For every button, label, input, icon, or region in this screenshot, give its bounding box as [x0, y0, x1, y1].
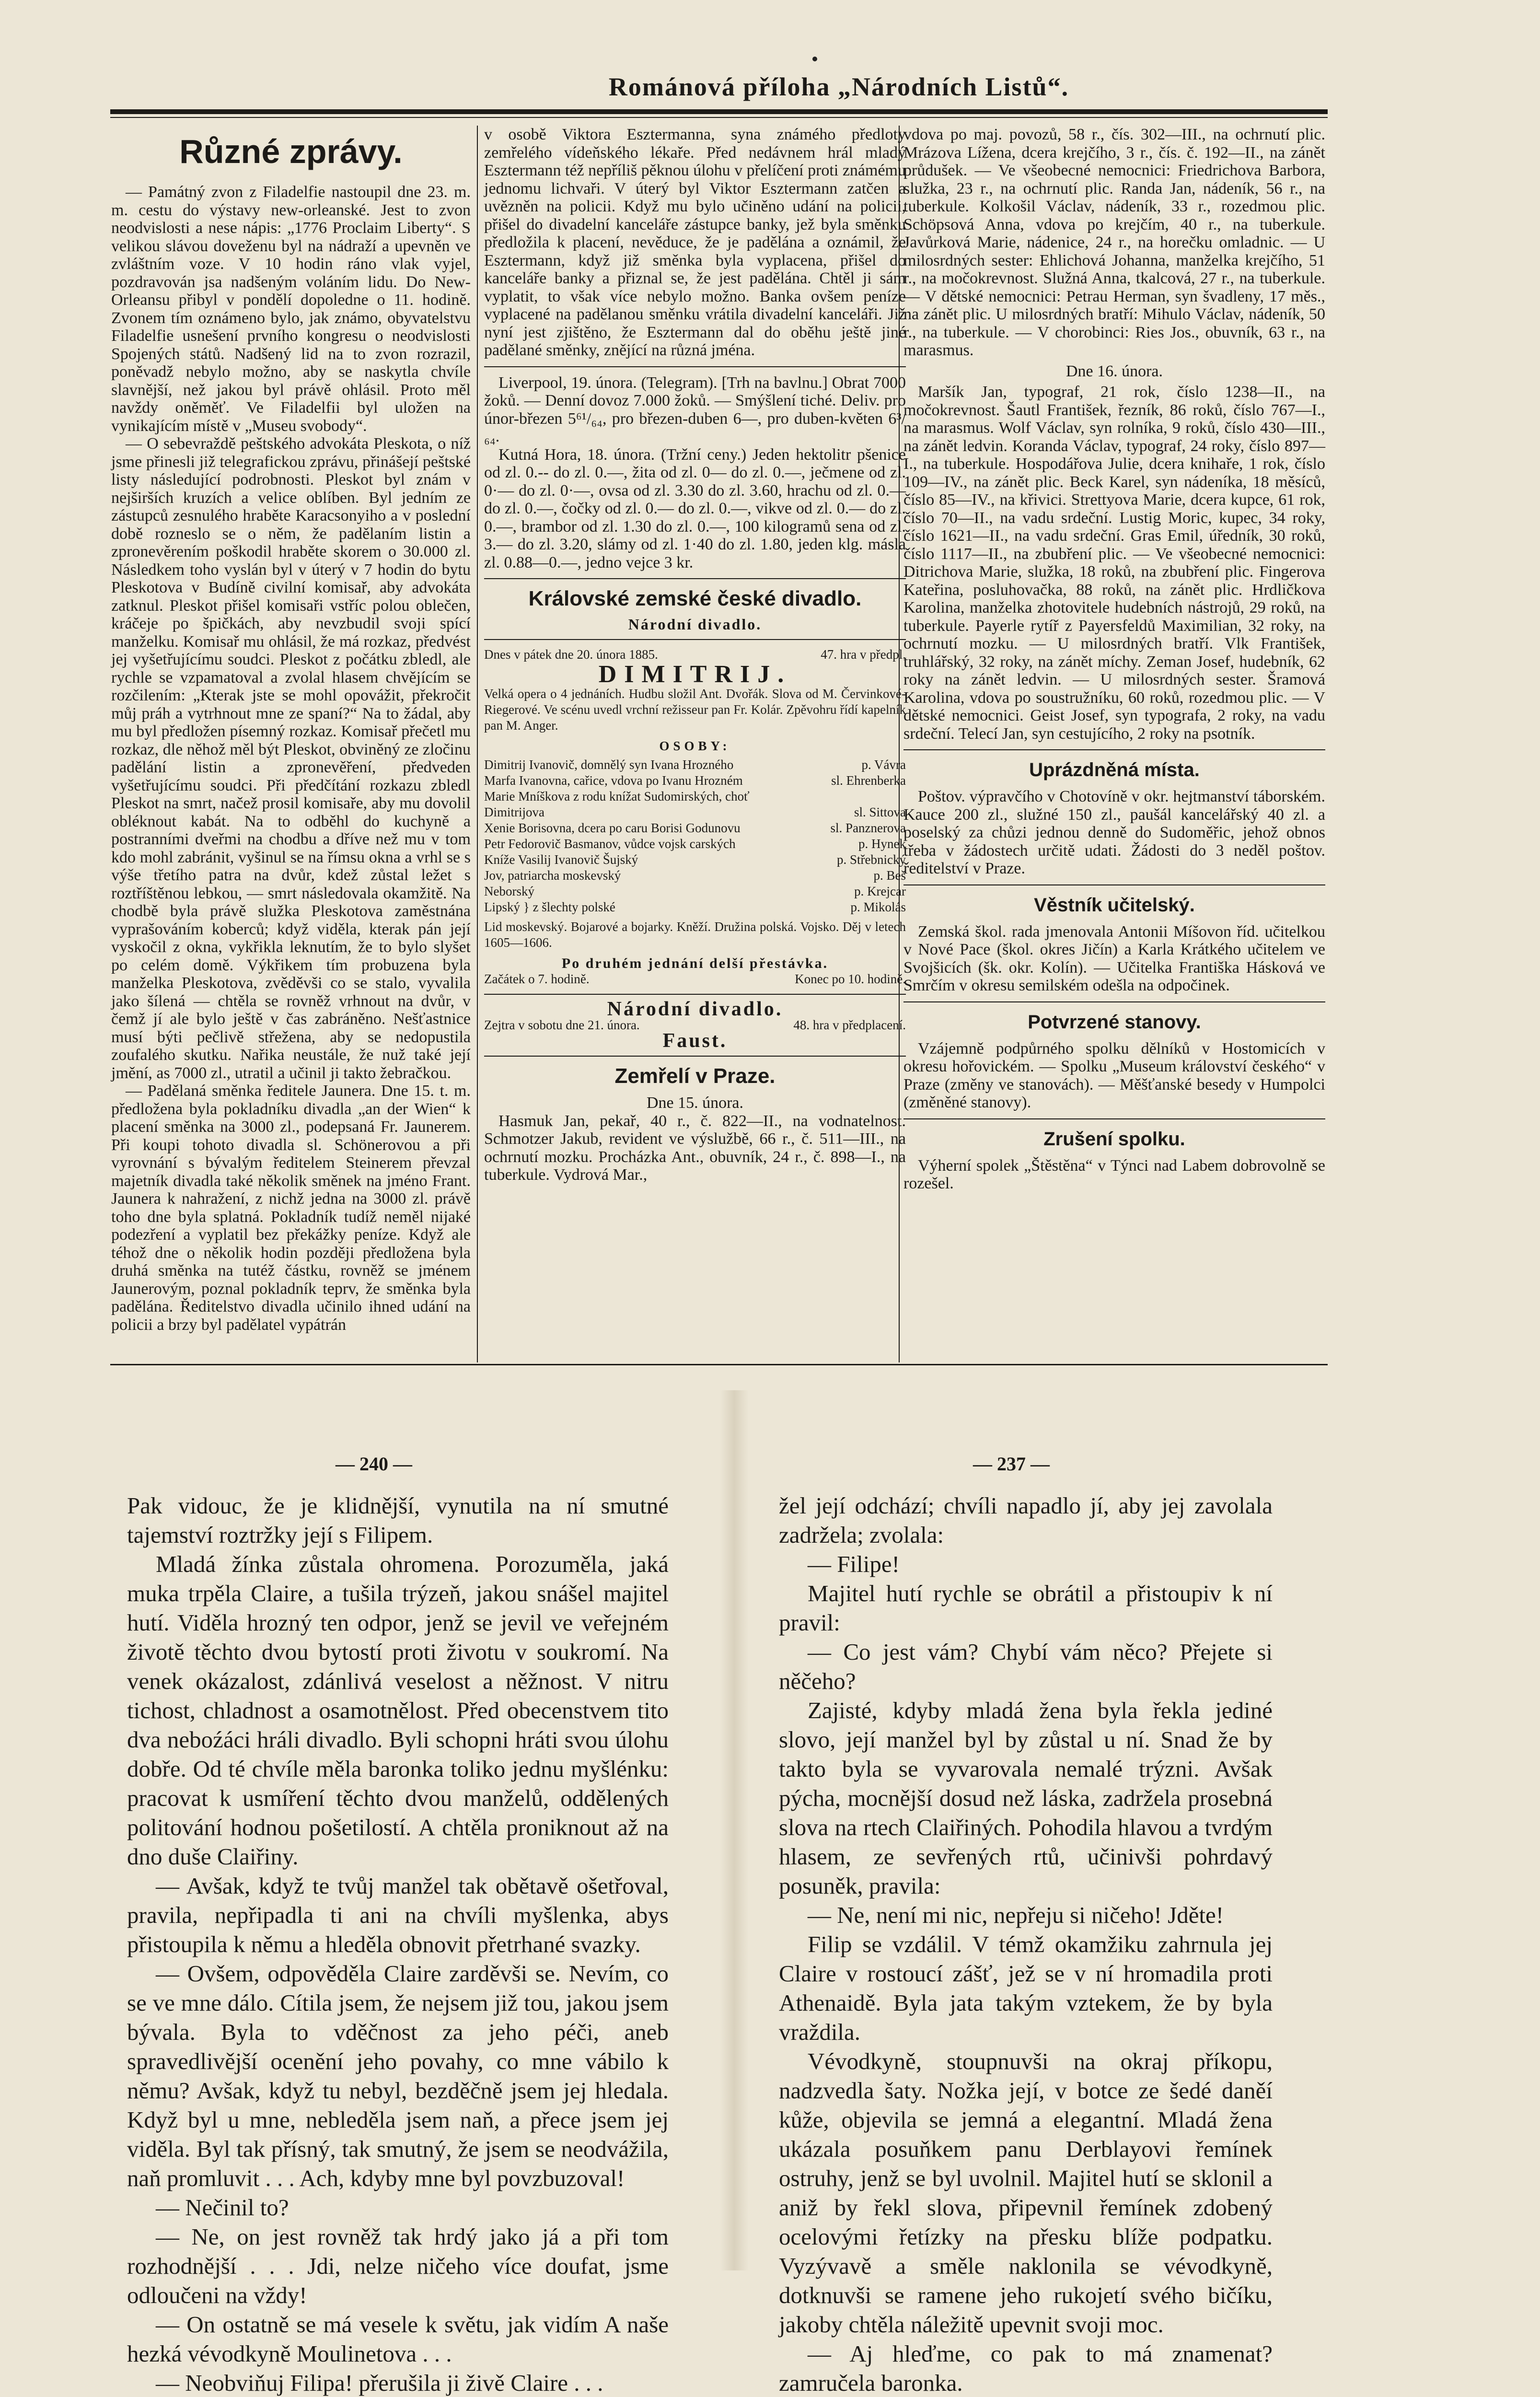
bottom-rule: [110, 1364, 1328, 1365]
cast-row: [484, 789, 906, 804]
deaths-date: Dne 16. února.: [1065, 362, 1163, 380]
cast-actor: sl. Sittova: [854, 805, 906, 819]
novel-paragraph: Majitel hutí rychle se obrátil a přistoupiv k ní pravil:: [779, 1580, 1273, 1636]
cast-row: [484, 773, 906, 789]
deaths-paragraph: Hasmuk Jan, pekař, 40 r., č. 822—II., na vodnatelnost. Schmotzer Jakub, revident ve výslužbě, 66 r., č. 511—III., na ochrnutí mozku. Procházka Ant., obuvník, 24 r., č. 898—I., na tuberkule. Vydrová Mar.,: [484, 1112, 906, 1184]
page-fold: [720, 1390, 749, 2270]
teacher-paragraph: Zemská škol. rada jmenovala Antonii Míšovon říd. učitelkou v Nové Pace (škol. okres Jičín) a Karla Krátkého učitelem ve Svojšicích (šk. okr. Kolín). — Učitelka Františka Hásková ve Smrčím v okresu semilském odešla na odpočinek.: [903, 922, 1325, 994]
divider: [484, 1056, 906, 1057]
divider: [484, 578, 906, 579]
cast-actor: p. Hynek: [858, 837, 906, 851]
novel-paragraph: Zajisté, kdyby mladá žena byla řekla jediné slovo, její manžel byl by zůstal u ní. Snad že by takto byla se vyvarovala nemalé trýzni. Avšak pýcha, mocnější dosud než láska, zadržela prosebná slova na rtech Claiřiných. Pohodila hlavou a tvrdým hlasem, ze sevřených rtů, učinivši pohrdavý posuněk, pravila:: [779, 1697, 1273, 1899]
novel-paragraph: — On ostatně se má vesele k světu, jak vidím A naše hezká vévodkyně Moulinetova . . .: [127, 2311, 669, 2367]
cast-actor: p. Beš: [873, 868, 906, 883]
deaths-title: Zemřelí v Praze.: [614, 1064, 776, 1088]
novel-page-right: [779, 1491, 1273, 2396]
divider: [484, 366, 906, 367]
play-title: DIMITRIJ.: [598, 661, 792, 688]
cast-role: Jov, patriarcha moskevský: [484, 868, 621, 883]
column-middle: [484, 126, 906, 1362]
market-paragraph: Kutná Hora, 18. února. (Tržní ceny.) Jeden hektolitr pšenice od zl. 0.-- do zl. 0.—, žita od zl. 0— do zl. 0.—, ječmene od zl. 0·— do zl. 0·—, ovsa od zl. 3.30 do zl. 3.60, hrachu od zl. 0.— do zl. 0.—, čočky od zl. 0.— do zl. 0.—, vikve od zl. 0.— do zl. 0.—, brambor od zl. 1.30 do zl. 0.—, 100 kilogramů sena od zl. 3.— do zl. 3.20, slámy od zl. 1·40 do zl. 1.80, jeden klg. másla zl. 0.88—0.—, jedno vejce 3 kr.: [484, 445, 906, 571]
novel-paragraph: Mladá žínka zůstala ohromena. Porozuměla, jaká muka trpěla Claire, a tušila trýzeň, jakou snášel majitel hutí. Viděla hrozný ten odpor, jenž se jevil ve veřejném životě těchto dvou bytostí proti životu v soukromí. Na venek okázalost, zdánlivá veselost a něžnost. V nitru tichost, chladnost a osamotnělost. Před obecenstvem tito dva neboźáci hráli divadlo. Byli schopni hráti svou úlohu dobře. Od té chvíle měla baronka toliko jednu myšlénku: pracovat k usmíření těchto dvou manželů, oddělených politování hodnou pošetilostí. A chtěla proniknout až na dno duše Claiřiny.: [127, 1551, 669, 1870]
masthead-title: Románová příloha „Národních Listů“.: [608, 72, 1069, 101]
news-paragraph: — Památný zvon z Filadelfie nastoupil dne 23. m. m. cestu do výstavy new-orleanské. Jest to zvon neodvislosti a nese nápis: „1776 Proclaim Liberty“. S velikou slávou doveženu byl na nádraží a upevněn ve zvláštním voze. V 10 hodin ráno vlak vyjel, pozdravován jsa nadšeným voláním lidu. Do New-Orleansu přibyl v pondělí dopoledne o 11. hodině. Zvonem tím oznámeno bylo, jak známo, obyvatelstvu Filadelfie usnešení prvního kongresu o neodvislosti Spojených států. Nadšený lid na to zvon rozrazil, poněvadž nebylo možno, aby se naskytla chvíle slavnější, než jakou byl právě ohlásil. Proto měl navždy oněměť. Ve Filadelfii byl uložen na vynikajícím místě v „Museu svobody“.: [111, 183, 471, 435]
cast-role: Neborský: [484, 884, 534, 898]
cast-actor: sl. Panznerova: [830, 821, 906, 835]
deaths-paragraph: Maršík Jan, typograf, 21 rok, číslo 1238—II., na močokrevnost. Šautl František, řezník, 86 roků, číslo 767—I., na marasmus. Wolf Václav, syn rolníka, 9 roků, číslo 430—III., na zánět ledvin. Koranda Václav, typograf, 24 roky, číslo 897—I., na tuberkule. Hospodářova Julie, dcera knihaře, 1 rok, číslo 109—IV., na zánět plic. Beck Karel, syn nádeníka, 18 měsíců, číslo 85—IV., na křivici. Strettyova Marie, dcera kupce, 61 rok, číslo 70—II., na vadu srdeční. Lustig Moric, kupec, 34 roky, číslo 1621—II., na vadu srdeční. Gras Emil, úředník, 30 roků, číslo 1117—II., na zbubření plic. — Ve všeobecné nemocnici: Ditrichova Marie, služka, 18 roků, na zbubření plic. Fingerova Kateřina, posluhovačka, 88 roků, na zánět plic. Hrdličkova Karolina, manželka zhotovitele hudebních nástrojů, 29 roků, na tuberkule. Payerle rytíř z Payersfeldů Maximilian, 32 roky, na ochrnutí mozku. — U milosrdných bratří. Vlk František, truhlářský, 32 roky, na zánět míchy. Zeman Josef, hudebník, 62 roky na zánět ledvin. — U milosrdných sester. Šramová Karolina, vdova po soustružníku, 60 roků, rozedmou plic. — V dětské nemocnici. Geist Josef, syn typografa, 2 roky, na vadu srdeční. Telecí Jan, syn cestujícího, 2 roky na psotník.: [903, 383, 1325, 743]
cast-actor: p. Krejcar: [854, 884, 906, 898]
cast-row: [484, 757, 906, 773]
deaths-paragraph: vdova po maj. povozů, 58 r., čís. 302—III., na ochrnutí plic. Mrázova Lížena, dcera krejčího, 3 r., čís. č. 192—II., na zánět průdušek. — Ve všeobecné nemocnici: Friedrichova Barbora, služka, 23 r., na ochrnutí plic. Randa Jan, nádeník, 56 r., na tuberkule. Kolkošil Václav, nádeník, 33 r., rozedmou plic. Schöpsová Anna, vdova po krejčím, 40 r., na tuberkule. Javůrková Marie, nádenice, 24 r., na horečku omladnic. — U milosrdných sester: Ehlichová Johanna, manželka krejčího, 51 r., na močokrevnost. Služná Anna, tkalcová, 27 r., na tuberkule. — V dětské nemocnici: Petrau Herman, syn švadleny, 17 měs., na zánět plic. U milosrdných bratří: Mihulo Václav, nádeník, 50 r., na tuberkule. — V chorobinci: Ries Jos., obuvník, 63 r., na marasmus.: [903, 126, 1325, 359]
novel-paragraph: — Aj hleďme, co pak to má znamenat? zamručela baronka.: [779, 2340, 1273, 2396]
cast-actor: p. Střebnický: [837, 852, 906, 867]
novel-paragraph: Filip se vzdálil. V témž okamžiku zahrnula jej Claire v rostoucí zášť, jež se v ní hromadila proti Athenaidě. Byla jata takým vztekem, že by byla vraždila.: [779, 1931, 1273, 2045]
time-row: [484, 971, 906, 987]
novel-paragraph: — Ne, on jest rovněž tak hrdý jako já a při tom rozhodnější . . . Jdi, nelze ničeho více doufat, jsme odloučeni na vždy!: [127, 2223, 669, 2308]
end-time: Konec po 10. hodině.: [795, 972, 906, 986]
cast-role: Dimitrijova: [484, 805, 544, 819]
divider: [903, 1118, 1325, 1119]
cast-role: Petr Fedorovič Basmanov, vůdce vojsk carských: [484, 837, 736, 851]
start-time: Začátek o 7. hodině.: [484, 972, 590, 986]
novel-paragraph: — Filipe!: [808, 1551, 900, 1577]
divider: [484, 639, 906, 640]
play-extras: Lid moskevský. Bojarové a bojarky. Kněží. Družina polská. Vojsko. Děj v letech 1605—1606.: [484, 919, 906, 950]
column-separator: [477, 126, 478, 1362]
cancel-title: Zrušení spolku.: [1043, 1128, 1185, 1150]
news-paragraph: — O sebevraždě peštského advokáta Pleskota, o níž jsme přinesli již telegrafickou zprávu, přinášejí peštské listy následující podrobnosti. Pleskot byl znám v nejširších kruzích a velice oblíben. Byl jedním ze zástupců zesnulého hraběte Karacsonyiho a v poslední době rozneslo se o něm, že padělaním listin a zpronevěrením poškodil hraběte skorem o 30.000 zl. Následkem toho vyslán byl v úterý v 7 hodin do bytu Pleskotova v Budíně civilní komisař, aby advokáta zatknul. Pleskot přišel komisaři vstříc polou oblečen, kráčeje po špičkách, aby nevzbudil svoji spící manželku. Komisař mu ohlásil, že má rozkaz, předvést jej vyšetřujícímu soudci. Pleskot z počátku zbledl, ale rychle se vzpamatoval a zvolal hlasem chvějícím se rozčilením: „Kterak jste se mohl opovážit, překročit můj práh a vytrhnout mne ze spaní?“ Na to žádal, aby mu byl předložen písemný rozkaz. Komisař přečetl mu rozkaz, dle něhož měl být Pleskot, obviněný ze zločinu padělání listin a zpronevěření, předveden vyšetřujícímu soudci. Při předčítání rozkazu zbledl Pleskot na smrt, načež prosil komisaře, aby mu dovolil obléknout kabát. Na to odběhl do kuchyně a postranními dveřmi na chodbu a dříve než mu v tom kdo mohl zabránit, vyšinul se na římsu okna a vrhl se s výše třetího patra na dvůr, kdež zůstal ležet s roztříštěnou lebkou, — smrt následovala okamžitě. Na chodbě byla právě služka Pleskotova zaměstnána vyprašováním koberců; když viděla, kterak pán její vyskočil z okna, vykřikla leknutím, že to bylo slyšet po celém domě. Výkřikem tím probuzena byla manželka Pleskotova, zvěděvši co se stalo, vyvalila jako šílená — chtěla se rovněž vrhnout na dvůr, v čemž jí ale bylo ještě v čas zabráněno. Nešťastnice musí býti pečlivě střežena, aby se nedopustila zoufalého skutku. Nařika neustále, že nuž také její jmění, as 7000 zl., utratil a učinil ji takto žebračkou.: [111, 435, 471, 1082]
divider: [903, 1001, 1325, 1002]
second-play-title: Faust.: [662, 1030, 728, 1052]
page-number-left: — 240 —: [336, 1453, 412, 1475]
divider: [903, 884, 1325, 885]
theatre-program: [484, 586, 906, 1052]
cast-actor: p. Vávra: [861, 757, 906, 772]
novel-paragraph: Pak vidouc, že je klidnější, vynutila na ní smutné tajemství roztržky její s Filipem.: [127, 1492, 669, 1548]
novel-paragraph: — Ne, není mi nic, nepřeju si ničeho! Jděte!: [808, 1902, 1224, 1928]
column-news: [111, 126, 471, 1362]
cast-role: Marfa Ivanovna, cařice, vdova po Ivanu Hrozném: [484, 773, 743, 788]
cast-role: Xenie Borisovna, dcera po caru Borisi Godunovu: [484, 821, 741, 835]
novel-paragraph: žel její odchází; chvíli napadlo jí, aby jej zavolala zadržela; zvolala:: [779, 1492, 1273, 1548]
novel-paragraph: — Avšak, když te tvůj manžel tak obětavě ošetřoval, pravila, nepřipadla ti ani na chvíli myšlenka, abys přistoupila k němu a hleděla obnovit přetrhané svazky.: [127, 1873, 669, 1957]
divider: [903, 749, 1325, 750]
intermission-note: Po druhém jednání delší přestávka.: [561, 955, 829, 971]
column-right: [903, 126, 1325, 1362]
second-theatre-title: Národní divadlo.: [607, 998, 783, 1020]
cast-list: [484, 757, 906, 915]
masthead-rule: [110, 109, 1328, 114]
cancel-paragraph: Výherní spolek „Štěstěna“ v Týnci nad Labem dobrovolně se rozešel.: [903, 1156, 1325, 1192]
cast-actor: sl. Ehrenberka: [831, 773, 906, 788]
play-description: Velká opera o 4 jednáních. Hudbu složil Ant. Dvořák. Slova od M. Červinkové-Riegerové. Ve scénu uvedl vrchní režisseur pan Fr. Kolár. Zpěvohru řídí kapelník pan M. Anger.: [484, 687, 906, 733]
theatre-title: Královské zemské české divadlo.: [528, 587, 862, 610]
cast-role: Lipský } z šlechty polské: [484, 900, 615, 914]
masthead-dot: [812, 57, 817, 61]
novel-page-left: [127, 1491, 669, 2396]
novel-paragraph: — Co jest vám? Chybí vám něco? Přejete si něčeho?: [779, 1639, 1273, 1694]
divider: [484, 994, 906, 995]
cast-role: Dimitrij Ivanovič, domnělý syn Ivana Hrozného: [484, 757, 734, 772]
approved-paragraph: Vzájemně podpůrného spolku dělníků v Hostomicích v okresu hořovickém. — Spolku „Museum království českého“ v Praze (změny ve stanovách). — Měšťanské besedy v Humpolci (změněné stanovy).: [903, 1039, 1325, 1111]
approved-title: Potvrzené stanovy.: [1028, 1011, 1201, 1033]
masthead-rule-thin: [110, 117, 1328, 118]
news-paragraph: v osobě Viktora Esztermanna, syna známého předloty zemřelého vídeňského lékaře. Před nedávnem hrál mladý Esztermann též nepříliš pěknou úlohu v přelíčení proti známému jednomu lichvaři. V úterý byl Viktor Esztermann zatčen a uvězněn na policii. Když mu bylo učiněno udání na policii, přišel do divadelní kanceláře zástupce banky, jež byla směnku předložila k placení, nevěduce, že je padělána a oznámil, že Esztermann, když již směnka byla vyplacena, přišel do kanceláře banky a přiznal se, že jest padělána. Chtěl ji sám vyplatit, to však více nebylo možno. Banka ovšem peníze vyplacené na padělanou směnku vrátila divadelní kanceláři. Již nyní jest zjištěno, že Esztermann dal do oběhu ještě jiné padělané směnky, znějící na různá jména.: [484, 126, 906, 359]
cast-role: Marie Mníškova z rodu knížat Sudomirských, choť: [484, 789, 750, 803]
section-title: Různé zprávy.: [179, 133, 403, 170]
cast-heading: OSOBY:: [659, 739, 731, 753]
cast-row: [484, 868, 906, 884]
market-paragraph: Liverpool, 19. února. (Telegram). [Trh na bavlnu.] Obrat 7000 žoků. — Denní dovoz 7.000 žoků. — Smýšlení tiché. Deliv. pro únor-březen 5⁶¹/₆₄, pro březen-duben 6—, pro duben-květen 6³/₆₄.: [484, 373, 906, 445]
novel-paragraph: — Nečinil to?: [156, 2194, 289, 2221]
vacancy-title: Uprázdněná místa.: [1029, 759, 1200, 780]
novel-paragraph: — Neobviňuj Filipa! přerušila ji živě Claire . . .: [156, 2370, 603, 2396]
second-perf-number: 48. hra v předplacení.: [793, 1018, 906, 1032]
theatre-subtitle: Národní divadlo.: [628, 616, 762, 633]
theatre-date: Dnes v pátek dne 20. února 1885.: [484, 647, 658, 662]
cast-role: Kníže Vasilij Ivanovič Šujský: [484, 852, 638, 867]
vacancy-paragraph: Poštov. výpravčího v Chotovíně v okr. hejtmanství táborském. Kauce 200 zl., služné 150 zl., paušál kancelářský 40 zl. a poselský za chůzi jednou denně do Sudoměřic, jehož obnos třeba v žádostech určitě udati. Žádosti do 3 neděl poštov. ředitelství v Praze.: [903, 788, 1325, 877]
cast-row: [484, 820, 906, 836]
teacher-title: Věstník učitelský.: [1034, 894, 1195, 916]
cast-row: [484, 836, 906, 852]
novel-paragraph: — Ovšem, odpověděla Claire zarděvši se. Nevím, co se ve mne dálo. Cítila jsem, že nejsem již tou, jakou jsem bývala. Byla to vděčnost za jeho péči, aneb spravedlivější ocenění jeho povahy, co mne vábilo k němu? Avšak, když tu nebyl, bezděčně jsem jej hledala. Když byl u mne, nebleděla jsem naň, a přece jsem jej viděla. Byl tak přísný, tak smutný, že jsem se neodvážila, naň promluvit . . . Ach, kdyby mne byl povzbuzoval!: [127, 1960, 669, 2191]
deaths-date: Dne 15. února.: [646, 1094, 744, 1112]
novel-paragraph: Vévodkyně, stoupnuvši na okraj příkopu, nadzvedla šaty. Nožka její, v botce ze šedé daněí kůže, objevila se jemná a elegantní. Mladá žena ukázala posuňkem panu Derblayovi řemínek ostruhy, jenž se byl uvolnil. Majitel hutí se sklonil a aniž by řekl slova, připevnil řemínek zdobený ocelovými řetízky na přesku blíže podpatku. Vyzývavě a směle naklonila se vévodkyně, dotknuvši se ramene jeho rukojetí svého bičíku, jakoby chtěla náležitě upevnit svoji moc.: [779, 2048, 1273, 2338]
second-date: Zejtra v sobotu dne 21. února.: [484, 1018, 640, 1032]
news-paragraph: — Padělaná směnka ředitele Jaunera. Dne 15. t. m. předložena byla pokladníku divadla „an der Wien“ k placení směnka na 3000 zl., podepsaná Fr. Jaunerem. Při koupi tohoto divadla sl. Schönerovou a při vyrovnání s bývalým ředitelem Steinerem převzal majetník divadla také několik směnek na jméno Frant. Jaunera k nahražení, z nichž jedna na 3000 zl. právě toho dne byla splatná. Pokladník tudíž neměl nijaké podezření a vyplatil bez překážky peníze. Když ale téhož dne o několik hodin později předložena byla druhá směnka na tutéž částku, rovněž se jménem Jaunerovým, poznal pokladník teprv, že směnka byla padělána. Ředitelstvo divadla učinilo ihned udání na policii a brzy byl padělatel vypátrán: [111, 1082, 471, 1334]
theatre-perf-number: 47. hra v předpl.: [821, 647, 906, 662]
cast-row: [484, 884, 906, 899]
cast-actor: p. Mikolás: [850, 900, 906, 914]
cast-row: [484, 852, 906, 868]
page-number-right: — 237 —: [973, 1453, 1050, 1475]
cast-row: [484, 899, 906, 915]
cast-row: [484, 804, 906, 820]
